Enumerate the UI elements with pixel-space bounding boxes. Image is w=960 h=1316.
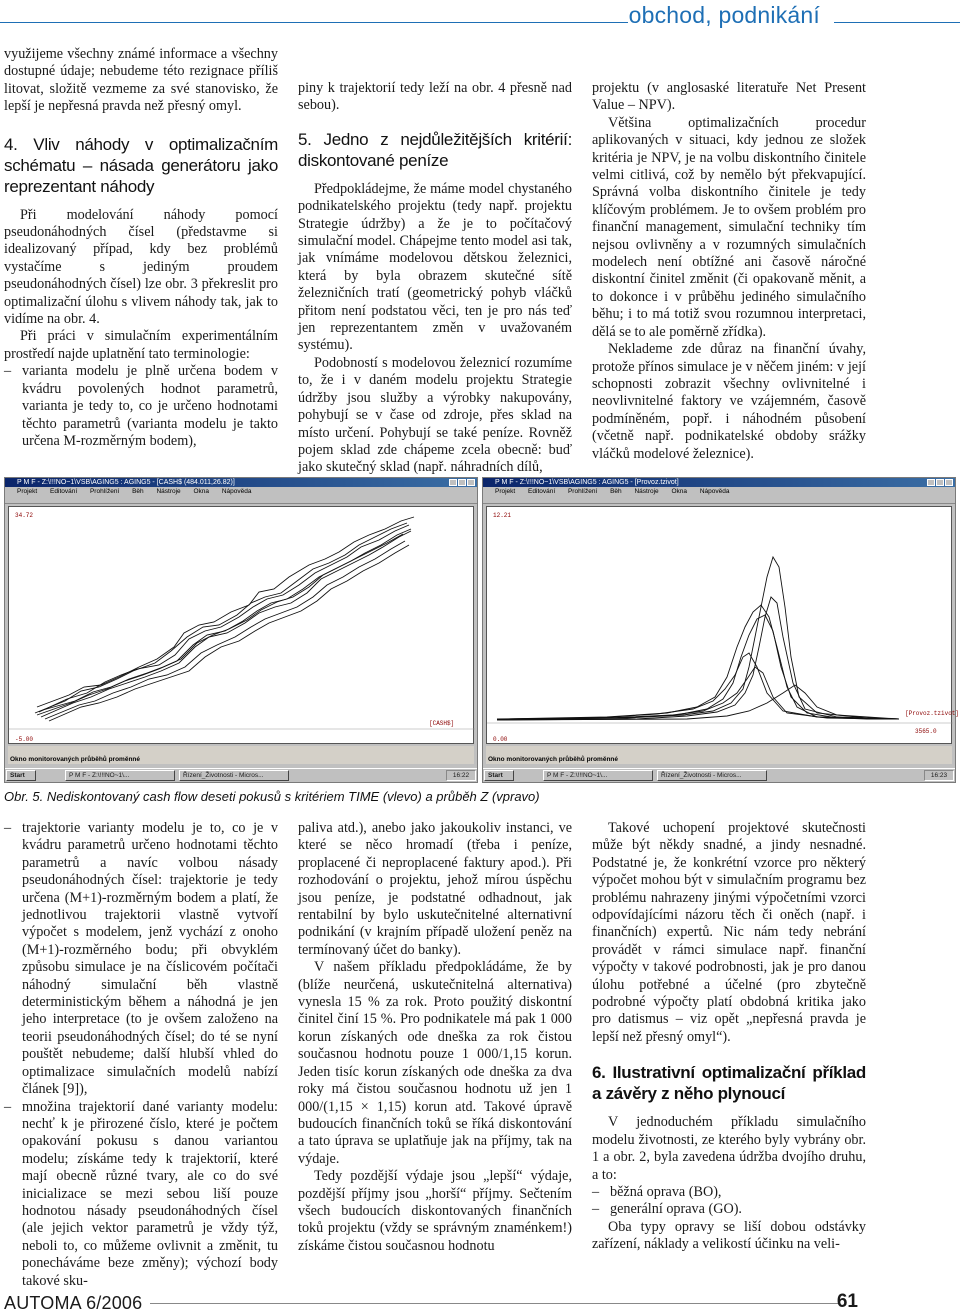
menu-bar	[483, 487, 955, 496]
list-item: – generální oprava (GO).	[592, 1201, 866, 1218]
minimize-icon[interactable]	[449, 479, 457, 486]
taskbar-item[interactable]: P M F - Z:\!!!NO~1\...	[543, 770, 653, 781]
plot-area-cash	[8, 506, 474, 744]
top-column-3	[592, 80, 866, 463]
paragraph: paliva atd.), anebo jako jakoukoliv instanci, ve které se něco hromadí (třeba i peníze, proplacené či neproplacené faktury apod.). Při rozhodování o projektu, jehož mírou úspěchu jsou peníze, je podstatné odhadnout, jak rentabilní by bylo uskutečnitelné alternativní podnikání (v krajním případě uložení peněz na termínovaný účet do banky).	[298, 820, 572, 958]
menu-bar	[5, 487, 477, 496]
menu-item[interactable]: Běh	[610, 488, 622, 495]
menu-item[interactable]: Editování	[528, 488, 556, 495]
paragraph: Většina optimalizačních procedur aplikovaných v situaci, kdy jednou ze složek kritéria je NPV, je na volbu diskontního činitele velmi citlivá, což by nemělo být překvapující. Správná volba diskontního činitele je tedy klíčovým problémem. Je to ovšem problém pro finanční management, simulační techniky tím nejsou ovlivněny a v rozumných simulačních modelech není obtížné ani časově náročné diskontní činitel změnit (či opakovaně měnit, a to dokonce i v průběhu jediného simulačního běhu; i to má totiž svou rozumnou interpretaci, dělá se to ale poměrně zřídka).	[592, 114, 866, 340]
window-titlebar	[5, 478, 477, 487]
monitor-window-label: Okno monitorovaných průběhů proměnné	[486, 755, 952, 764]
status-bar	[486, 746, 952, 755]
section-title: obchod, podnikání	[628, 2, 820, 28]
close-icon[interactable]	[945, 479, 953, 486]
window-title: P M F - Z:\!!!NO~1\VSB\AGING5 : AGING5 - [Provoz.tzivot]	[495, 479, 679, 486]
cash-flow-plot	[9, 507, 475, 745]
paragraph: Takové uchopení projektové skutečnosti může být někdy snadné, a jindy nesnadné. Podstatné je, že konkrétní vzorce pro některý výpočet mohou být v simulačním programu bez problému nahrazeny jinými výpočetními vzorci odpovídajícími názoru těch či oněch (např. i finančních) expertů. Nic nám tedy nebrání provádět v rámci simulace např. finanční výpočty v takové podrobnosti, jak je pro danou úlohu potřebné a účelné (pro zbytečně podrobné výpočty platí obdobná kritika jako pro datismus – viz opět „nepřesná pravda je lepší než přesný omyl“).	[592, 820, 866, 1045]
taskbar-item[interactable]: Řízení_Životnosti - Micros...	[179, 770, 289, 781]
y-min-label: 0.00	[493, 736, 508, 743]
menu-item[interactable]: Prohlížení	[89, 488, 120, 495]
menu-item[interactable]: Editování	[50, 488, 78, 495]
paragraph: Předpokládejme, že máme model chystaného podnikatelského projektu (tedy např. projektu Strategie údržby) a že je to počítačový simulační model. Chápejme tento model asi tak, jak vnímáme modelovou dětskou železnici, která by byla obrazem skutečné sítě železničních tratí (geometrický pohyb vláčků přitom není podstatou věci, ten je pro nás teď jen reprezentantem změn v uvažovaném systému).	[298, 180, 572, 354]
list-item: – běžná oprava (BO),	[592, 1184, 866, 1201]
maximize-icon[interactable]	[936, 479, 944, 486]
page-number: 61	[836, 1291, 858, 1312]
menu-item[interactable]: Okna	[671, 488, 688, 495]
figure-caption: Obr. 5. Nediskontovaný cash flow deseti pokusů s kritériem TIME (vlevo) a průběh Z (vpravo)	[4, 789, 540, 804]
menu-item[interactable]: Okna	[193, 488, 210, 495]
paragraph: využijeme všechny známé informace a všechny dostupné údaje; nebudeme této rezignace příliš litovat, složitě vezmeme za své stanovisko, že lepší je nepřesná pravda než přesný omyl.	[4, 46, 278, 115]
taskbar-clock: 16:23	[924, 770, 954, 781]
paragraph: V našem příkladu předpokládáme, že by (blíže neurčená, uskutečnitelná alternativa) vynesla 15 % za rok. Proto použitý diskontní činitel činí 15 %. Pro podnikatele má pak 1 000 korun získaných ode dneška za rok čistou současnou hodnotu pouze 1 000/1,15 korun. Jeden tisíc korun získaných ode dneška za dva roky má čistou současnou hodnotu už jen 1 000/(1,15 × 1,15) korun atd. Takové úpravě budoucích finančních toků se říká diskontování a tato úprava se uplatňuje jak na příjmy, tak na výdaje.	[298, 959, 572, 1167]
paragraph: Podobností s modelovou železnicí rozumíme to, že i v daném modelu projektu Strategie údržby jsou služby a výrobky nakupovány, pohybují se v čase od zdroje, přes sklad na místo určení. Pohybují se také peníze. Rovněž pojem sklad zde chápeme zcela obecně: buď jako skutečný sklad (např. náhradních dílů,	[298, 354, 572, 476]
menu-item[interactable]: Nápověda	[699, 488, 730, 495]
maximize-icon[interactable]	[458, 479, 466, 486]
toolbar	[483, 496, 955, 504]
variable-label: [Provoz.tzivot]	[905, 710, 960, 717]
window-controls	[449, 479, 475, 486]
menu-item[interactable]: Nápověda	[221, 488, 252, 495]
bottom-column-1	[4, 820, 278, 1290]
menu-item[interactable]: Projekt	[17, 488, 38, 495]
section-heading-4: 4. Vliv náhody v optimalizačním schématu – násada generátoru jako reprezentant náhody	[4, 134, 278, 196]
variable-label: [CASH$]	[429, 720, 455, 727]
header-rule-right	[834, 22, 960, 23]
paragraph: Oba typy opravy se liší dobou odstávky zařízení, náklady a velikostí účinku na veli-	[592, 1218, 866, 1253]
minimize-icon[interactable]	[927, 479, 935, 486]
paragraph: piny k trajektorií tedy leží na obr. 4 přesně nad sebou).	[298, 80, 572, 114]
paragraph: V jednoduchém příkladu simulačního modelu životnosti, ze kterého byly vybrány obr. 1 a obr. 2, byla zavedena údržba dvojího druhu, a to:	[592, 1114, 866, 1183]
window-title: P M F - Z:\!!!NO~1\VSB\AGING5 : AGING5 - [CASH$ (484.011,26.82)]	[17, 479, 235, 486]
header-rule	[0, 22, 628, 23]
bottom-column-2	[298, 820, 572, 1255]
plot-area-z	[486, 506, 960, 744]
close-icon[interactable]	[467, 479, 475, 486]
paragraph: projektu (v anglosaské literatuře Net Present Value – NPV).	[592, 80, 866, 114]
list-item: – trajektorie varianty modelu je to, co je v kvádru parametrů určeno hodnotami těchto parametrů a navíc volbou násady pseudonáhodných čísel: trajektorie je tedy určena (M+1)-rozměrným bodem a platí, že jednotlivou trajektorii vlastně vytvoří výpočet s modelem, jenž vychází z onoho (M+1)-rozměrného bodu; při obvyklém způsobu simulace je na číslicovém počítači náhodný simulační běh vlastně deterministickým během a náhodná je jen jeho interpretace (to je ovšem založeno na teorii pseudonáhodných čísel; do té se nyní pouštět nebudeme; další hlubší vhled do optimalizace simulačních modelů nabízí článek [9]),	[4, 820, 278, 1099]
x-end-label: 3565.0	[915, 728, 937, 735]
menu-item[interactable]: Nástroje	[156, 488, 181, 495]
list-item: – varianta modelu je plně určena bodem v kvádru povolených hodnot parametrů, varianta je tedy to, co je určeno hodnotami těchto parametrů (varianta modelu je takto určena M-rozměrným bodem),	[4, 363, 278, 450]
top-column-1	[4, 46, 278, 450]
list-item: – množina trajektorií dané varianty modelu: nechť k je přirozené číslo, které je počtem opakování pokusu s danou variantou modelu; získáme tedy k trajektorií, které mají obecně různé tvary, ale co do své inicializace se mezi sebou liší pouze hodnotou násady pseudonáhodných čísel (ale jejich vektor parametrů je vždy týž, neboli to, co můžeme ovlivnit a změnit, tu ponecháváme beze změny); výchozí body takové sku-	[4, 1099, 278, 1290]
menu-item[interactable]: Nástroje	[634, 488, 659, 495]
taskbar-item[interactable]: P M F - Z:\!!!NO~1\...	[65, 770, 175, 781]
paragraph: Při práci v simulačním experimentálním prostředí najde uplatnění tato terminologie:	[4, 328, 278, 362]
y-min-label: -5.00	[15, 736, 34, 743]
section-heading-5: 5. Jedno z nejdůležitějších kritérií: diskontované peníze	[298, 129, 572, 170]
status-bar	[8, 746, 474, 755]
menu-item[interactable]: Běh	[132, 488, 144, 495]
menu-item[interactable]: Prohlížení	[567, 488, 598, 495]
trajectories	[35, 517, 414, 721]
z-variable-plot	[487, 507, 960, 745]
paragraph: Neklademe zde důraz na finanční úvahy, protože přínos simulace je v něčem jiném: v její schopnosti zobrazit všechny ovlivnitelné i neovlivnitelné faktory ve vzájemném, časově podmíněném, popř. i náhodném působení (včetně např. podnikatelské obdoby srážky vláčků modelové železnice).	[592, 341, 866, 462]
y-max-label: 12.21	[493, 512, 512, 519]
toolbar	[5, 496, 477, 504]
taskbar-clock: 16:22	[446, 770, 476, 781]
figure-right-screenshot	[482, 477, 960, 783]
y-max-label: 34.72	[15, 512, 34, 519]
section-heading-6: 6. Ilustrativní optimalizační příklad a závěry z něho plynoucí	[592, 1063, 866, 1104]
journal-issue: AUTOMA 6/2006	[4, 1293, 143, 1313]
taskbar	[5, 768, 477, 782]
monitor-window-label: Okno monitorovaných průběhů proměnné	[8, 755, 474, 764]
window-controls	[927, 479, 953, 486]
footer-rule	[150, 1303, 840, 1304]
paragraph: Tedy pozdější výdaje jsou „lepší“ výdaje, pozdější příjmy jsou „horší“ příjmy. Sečtením všech budoucích diskontovaných finančních toků projektu (vždy se správným znaménkem!) získáme čistou současnou hodnotu	[298, 1168, 572, 1254]
figure-left-screenshot	[4, 477, 478, 783]
menu-item[interactable]: Projekt	[495, 488, 516, 495]
taskbar-item[interactable]: Řízení_Životnosti - Micros...	[657, 770, 767, 781]
trajectories	[497, 557, 899, 720]
window-titlebar	[483, 478, 955, 487]
top-column-2	[298, 80, 572, 477]
bottom-column-3	[592, 820, 866, 1254]
start-button[interactable]: Start	[6, 770, 36, 781]
paragraph: Při modelování náhody pomocí pseudonáhodných čísel (představme si idealizovaný případ, kdy bez problémů vystačíme s jediným proudem pseudonáhodných čísel) lze obr. 3 překreslit pro optimalizační úlohu s vlivem náhody tak, jak to vidíme na obr. 4.	[4, 206, 278, 328]
start-button[interactable]: Start	[484, 770, 514, 781]
taskbar	[483, 768, 955, 782]
